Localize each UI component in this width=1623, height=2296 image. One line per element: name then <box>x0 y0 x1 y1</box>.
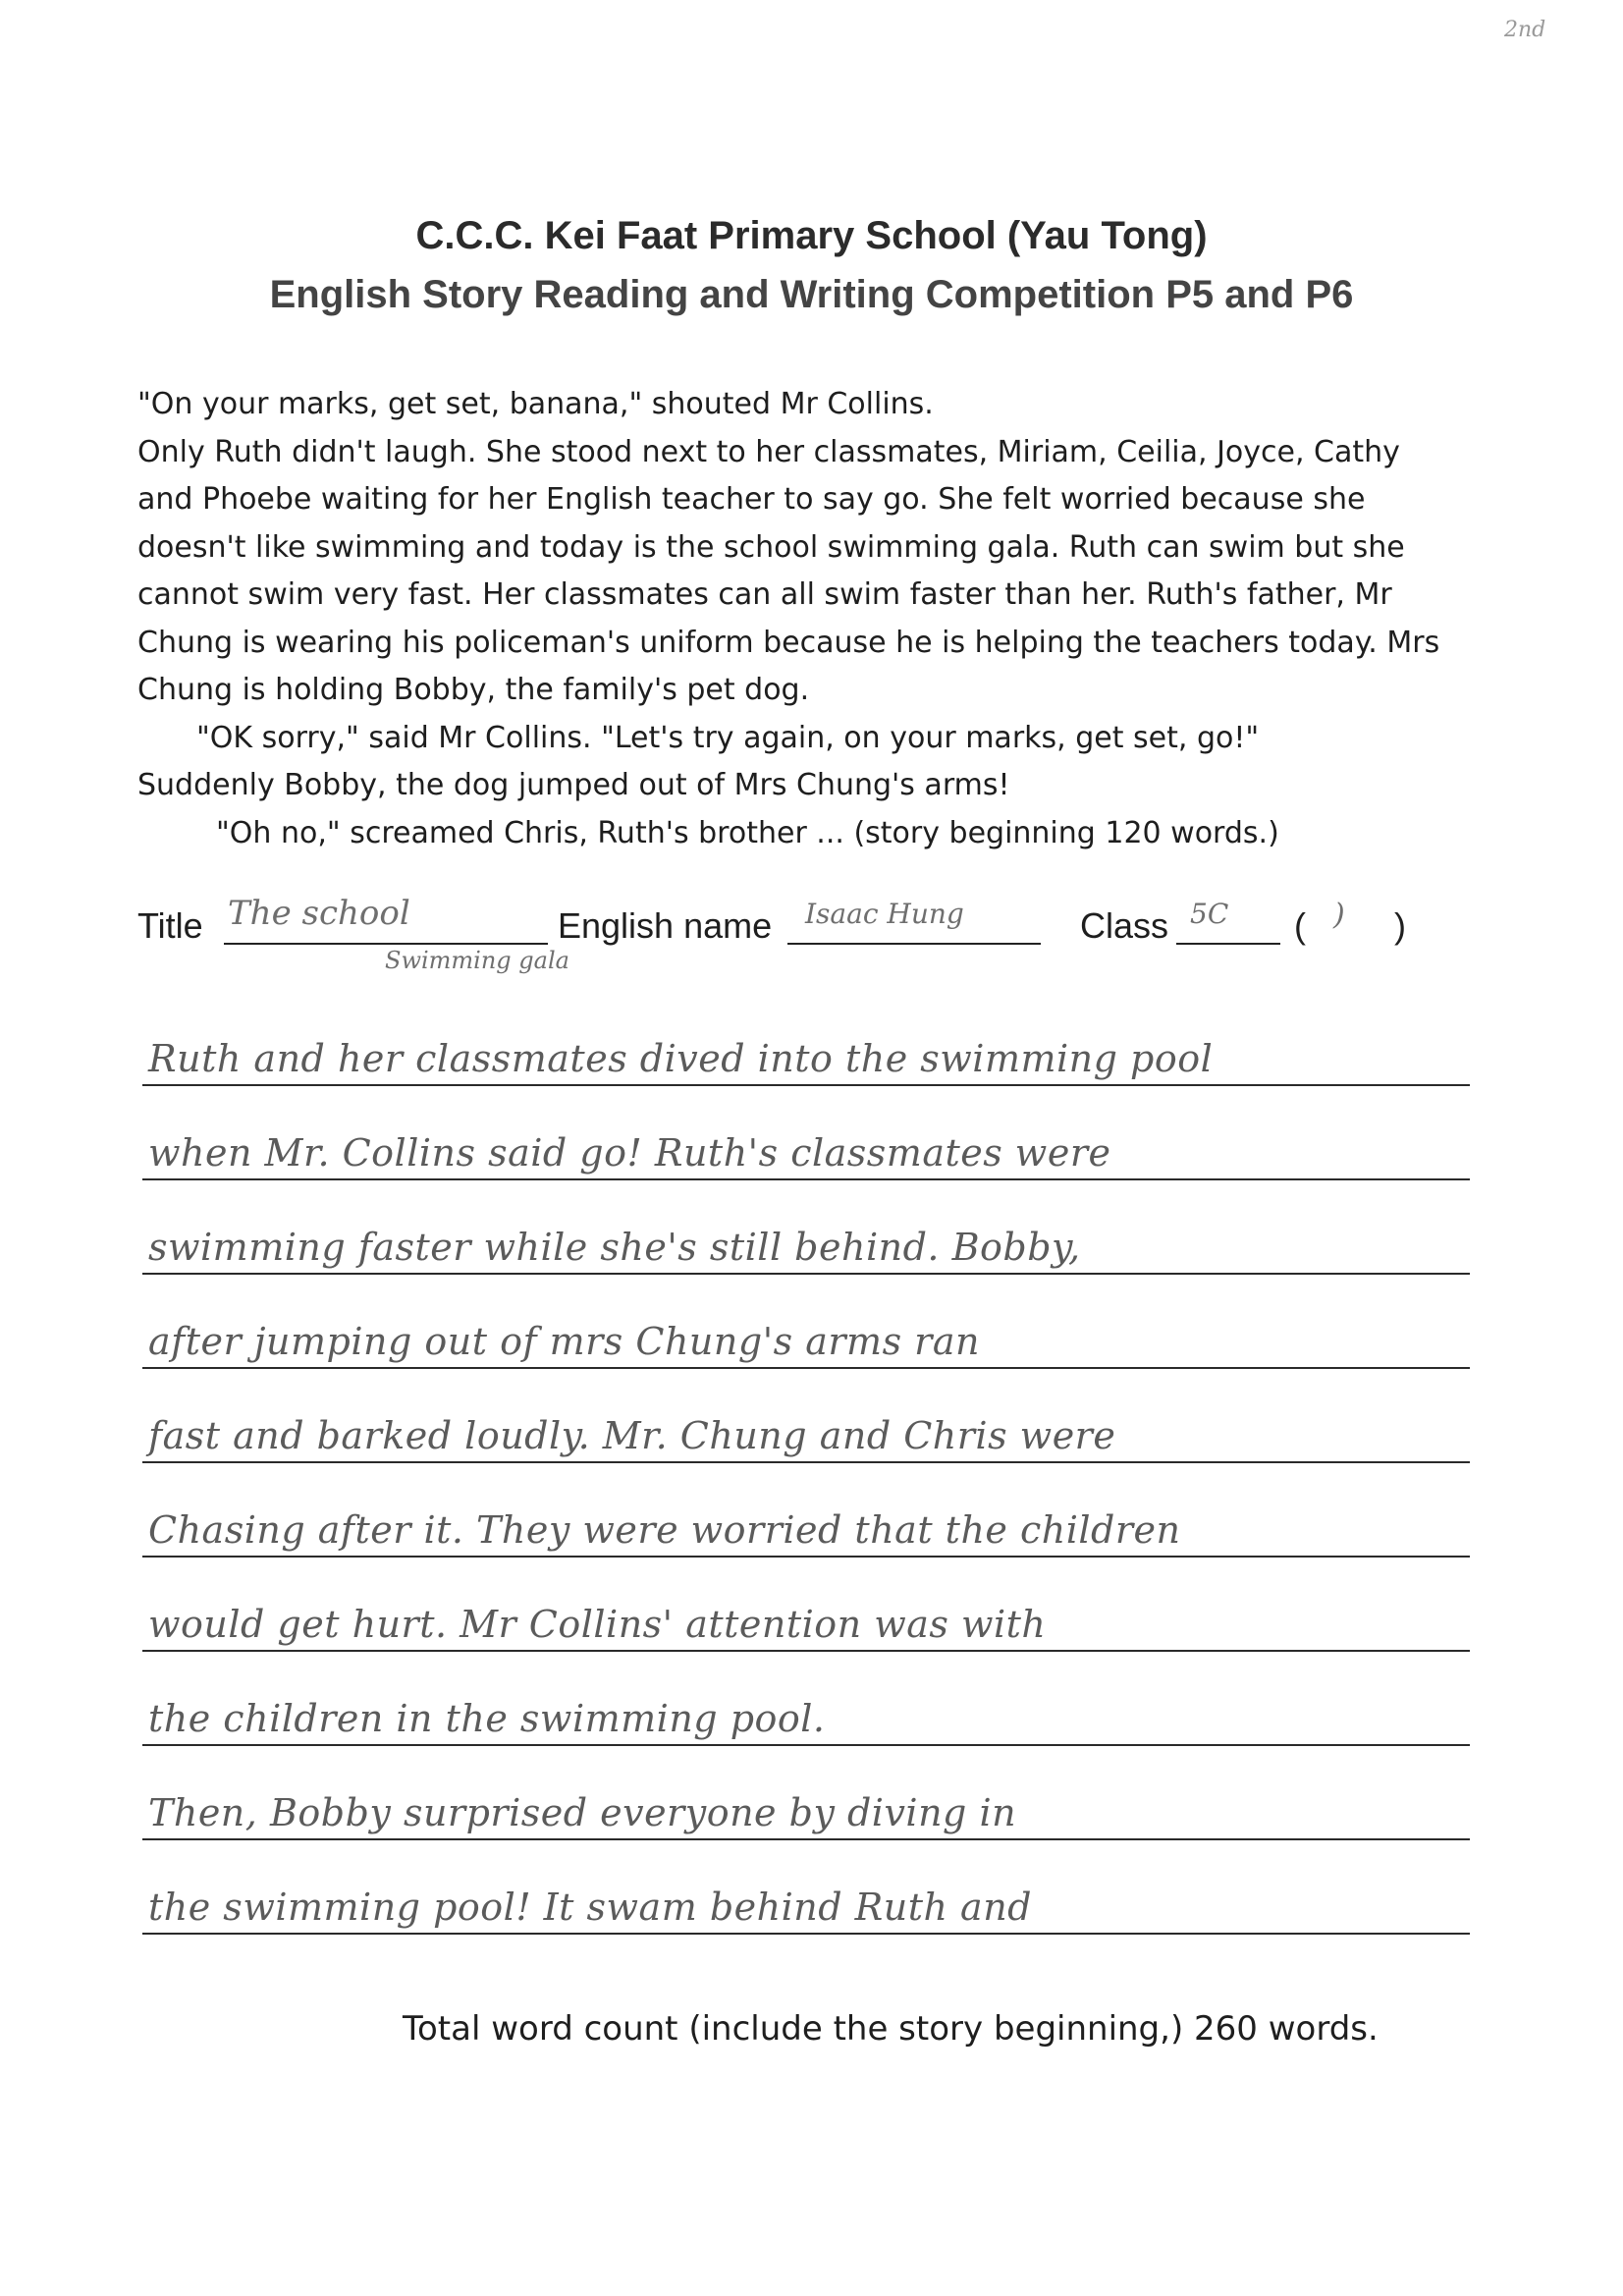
writing-line <box>142 1840 1470 1935</box>
handwritten-text: Ruth and her classmates dived into the swimming pool <box>148 1037 1214 1080</box>
writing-line <box>142 1652 1470 1746</box>
story-line: Only Ruth didn't laugh. She stood next to her classmates, Miriam, Ceilia, Joyce, Cathy <box>137 434 1400 469</box>
handwritten-text: swimming faster while she's still behind. Bobby, <box>148 1226 1081 1269</box>
handwritten-text: after jumping out of mrs Chung's arms ran <box>148 1320 980 1363</box>
writing-line <box>142 992 1470 1086</box>
writing-line <box>142 1180 1470 1275</box>
handwritten-text: Chasing after it. They were worried that the children <box>148 1508 1181 1552</box>
writing-line <box>142 1558 1470 1652</box>
story-line: "OK sorry," said Mr Collins. "Let's try again, on your marks, get set, go!" <box>196 720 1260 755</box>
class-value: 5C <box>1190 898 1229 930</box>
story-line: Chung is wearing his policeman's uniform because he is helping the teachers today. Mrs <box>137 625 1440 660</box>
story-line: cannot swim very fast. Her classmates can all swim faster than her. Ruth's father, Mr <box>137 577 1392 612</box>
story-beginning <box>137 381 1483 857</box>
title-value-line2: Swimming gala <box>385 947 569 974</box>
title-value: The school <box>228 894 410 933</box>
handwritten-text: would get hurt. Mr Collins' attention was with <box>148 1603 1047 1646</box>
handwritten-text: when Mr. Collins said go! Ruth's classmates were <box>148 1131 1111 1175</box>
class-number-paren-open: ( <box>1294 905 1306 946</box>
story-line: "On your marks, get set, banana," shouted Mr Collins. <box>137 387 934 421</box>
school-title: C.C.C. Kei Faat Primary School (Yau Tong) <box>415 214 1208 257</box>
story-line: Chung is holding Bobby, the family's pet dog. <box>137 673 810 707</box>
class-number-paren-close: ) <box>1394 905 1406 946</box>
story-line: "Oh no," screamed Chris, Ruth's brother ... (story beginning 120 words.) <box>216 815 1279 850</box>
handwritten-story <box>142 992 1537 1935</box>
english-name-field[interactable] <box>787 943 1041 945</box>
handwritten-text: Then, Bobby surprised everyone by diving in <box>148 1791 1017 1834</box>
entry-form-row <box>137 884 1512 974</box>
story-line: doesn't like swimming and today is the school swimming gala. Ruth can swim but she <box>137 529 1405 565</box>
title-field[interactable] <box>224 943 548 945</box>
title-label: Title <box>137 905 203 946</box>
writing-line <box>142 1463 1470 1558</box>
class-field[interactable] <box>1176 943 1280 945</box>
word-count: Total word count (include the story beginning,) 260 words. <box>403 2009 1379 2049</box>
english-name-label: English name <box>558 905 773 946</box>
writing-line <box>142 1746 1470 1840</box>
corner-note: 2nd <box>1504 18 1546 42</box>
handwritten-text: the children in the swimming pool. <box>148 1697 826 1740</box>
class-label: Class <box>1080 905 1169 946</box>
english-name-value: Isaac Hung <box>805 898 964 930</box>
competition-title: English Story Reading and Writing Competition P5 and P6 <box>269 273 1354 316</box>
handwritten-text: fast and barked loudly. Mr. Chung and Chris were <box>148 1414 1116 1457</box>
writing-line <box>142 1275 1470 1369</box>
writing-line <box>142 1086 1470 1180</box>
story-line: and Phoebe waiting for her English teacher to say go. She felt worried because she <box>137 482 1366 517</box>
handwritten-text: the swimming pool! It swam behind Ruth and <box>148 1886 1033 1929</box>
class-number-value: ) <box>1333 898 1345 932</box>
story-line: Suddenly Bobby, the dog jumped out of Mrs Chung's arms! <box>137 768 1010 802</box>
writing-line <box>142 1369 1470 1463</box>
